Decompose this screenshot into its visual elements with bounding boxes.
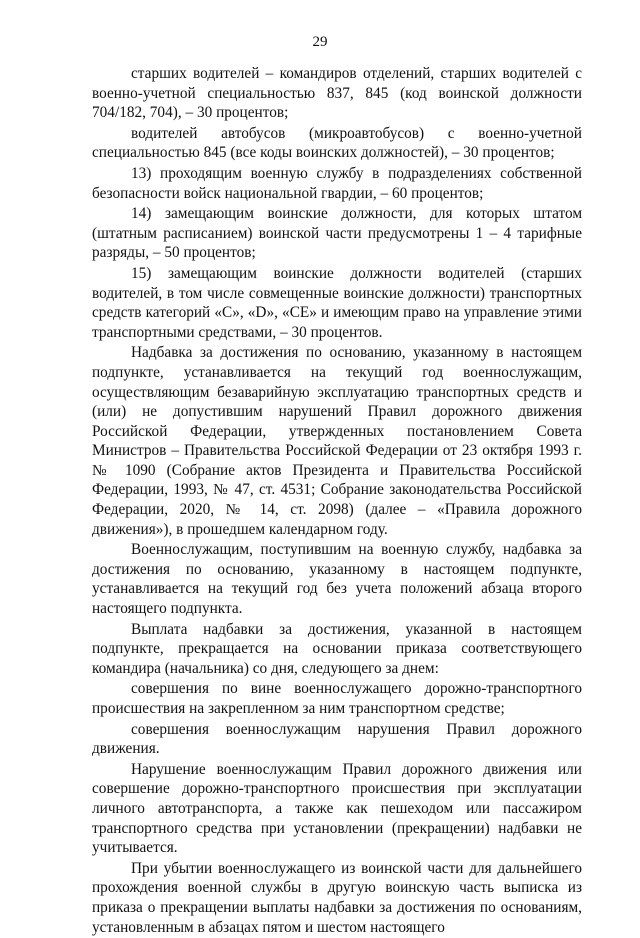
paragraph: Военнослужащим, поступившим на военную службу, надбавка за достижения по основанию, указанному в настоящем подпункте, устанавливается на текущий год без учета положений абзаца второго настоящего подпункта. — [92, 541, 582, 618]
paragraph: Нарушение военнослужащим Правил дорожного движения или совершение дорожно-транспортного происшествия при эксплуатации личного автотранспорта, а также как пешеходом или пассажиром транспортного средства при установлении (прекращении) надбавки не учитывается. — [92, 760, 582, 857]
paragraph: 15) замещающим воинские должности водителей (старших водителей, в том числе совмещенные воинские должности) транспортных средств категорий «C», «D», «CE» и имеющим право на управление этими транспортными средствами, – 30 процентов. — [92, 264, 582, 341]
paragraph: Надбавка за достижения по основанию, указанному в настоящем подпункте, устанавливается на текущий год военнослужащим, осуществляющим безаварийную эксплуатацию транспортных средств и (или) не допустившим нарушений Правил дорожного движения Российской Федерации, утвержденных постановлением Совета Министров – Правительства Российской Федерации от 23 октября 1993 г. № 1090 (Собрание актов Президента и Правительства Российской Федерации, 1993, № 47, ст. 4531; Собрание законодательства Российской Федерации, 2020, № 14, ст. 2098) (далее – «Правила дорожного движения»), в прошедшем календарном году. — [92, 344, 582, 538]
paragraph: Выплата надбавки за достижения, указанной в настоящем подпункте, прекращается на основании приказа соответствующего командира (начальника) со дня, следующего за днем: — [92, 620, 582, 677]
paragraph: совершения по вине военнослужащего дорожно-транспортного происшествия на закрепленном за ним транспортном средстве; — [92, 680, 582, 717]
paragraph: совершения военнослужащим нарушения Правил дорожного движения. — [92, 720, 582, 758]
paragraph: 14) замещающим воинские должности, для которых штатом (штатным расписанием) воинской части предусмотрены 1 – 4 тарифные разряды, – 50 процентов; — [92, 205, 582, 262]
paragraph: старших водителей – командиров отделений, старших водителей с военно-учетной специальностью 837, 845 (код воинской должности 704/182, 704), – 30 процентов; — [92, 65, 582, 122]
paragraph: При убытии военнослужащего из воинской части для дальнейшего прохождения военной службы в другую воинскую часть выписка из приказа о прекращении выплаты надбавки за достижения по основаниям, установленным в абзацах пятом и шестом настоящего — [92, 859, 582, 936]
paragraph: 13) проходящим военную службу в подразделениях собственной безопасности войск национальной гвардии, – 60 процентов; — [92, 164, 582, 202]
page-number: 29 — [312, 34, 328, 50]
body-text — [92, 64, 582, 938]
paragraph: водителей автобусов (микроавтобусов) с военно-учетной специальностью 845 (все коды воинских должностей), – 30 процентов; — [92, 124, 582, 162]
